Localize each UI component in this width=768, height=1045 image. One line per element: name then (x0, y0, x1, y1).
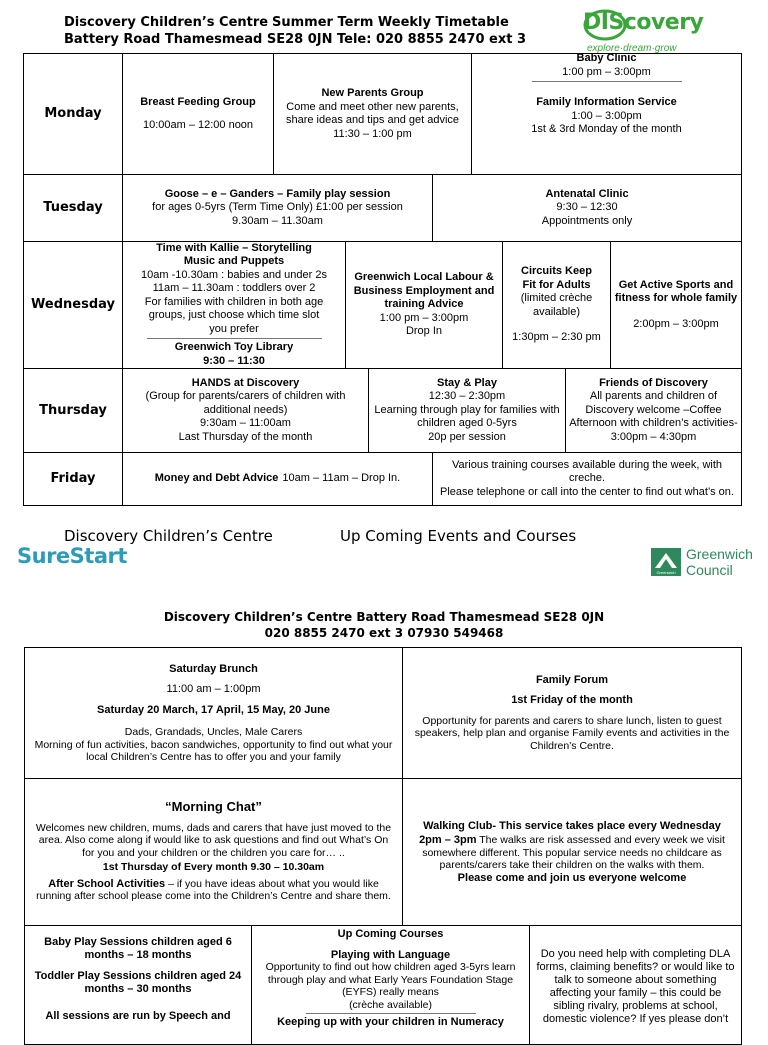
monday-c3-note: 1st & 3rd Monday of the month (531, 123, 682, 135)
events-title: Up Coming Events and Courses (340, 527, 577, 545)
wednesday-storytelling (122, 241, 346, 369)
wednesday-c4-time: 2:00pm – 3:00pm (633, 317, 719, 330)
tuesday-c2-note: Appointments only (541, 214, 633, 227)
tuesday-c1-desc: for ages 0-5yrs (Term Time Only) £1:00 per session (152, 201, 403, 214)
monday-breast-feeding (122, 53, 274, 175)
wednesday-c3-time: 1:30pm – 2:30 pm (512, 331, 601, 344)
courses-n1: (crèche available) (349, 998, 432, 1011)
tuesday-antenatal (432, 174, 742, 242)
wednesday-employment-advice (345, 241, 503, 369)
monday-c3-time2: 1:00 – 3:00pm (571, 109, 642, 122)
walking-desc: The walks are risk assessed and every week we visit somewhere different. This popular service needs no childcare as parents/carers take their children on the walks with them. (422, 834, 725, 872)
wednesday-c2-time: 1:00 pm – 3:00pm (379, 311, 469, 324)
thursday-c3-title: Friends of Discovery (599, 376, 708, 389)
thursday-c2-note: 20p per session (428, 430, 506, 443)
event-upcoming-courses (251, 925, 530, 1045)
monday-c3-title2: Family Information Service (536, 96, 677, 108)
monday-new-parents (273, 53, 472, 175)
tuesday-c2-title: Antenatal Clinic (545, 187, 629, 200)
thursday-c2-desc: Learning through play for families with children aged 0-5yrs (374, 403, 560, 430)
forum-when: 1st Friday of the month (511, 694, 633, 707)
wednesday-c1-title: Time with Kallie – Storytelling Music and Puppets (156, 241, 312, 268)
greenwich-line1: Greenwich (686, 546, 753, 562)
address-line1: Discovery Children’s Centre Battery Road Thamesmead SE28 0JN (163, 610, 605, 624)
forum-title: Family Forum (535, 673, 609, 686)
friday-c1-desc: 10am – 11am – Drop In. (282, 472, 401, 485)
monday-c3-title: Baby Clinic (576, 53, 637, 64)
thursday-stay-play (368, 368, 566, 453)
day-wednesday: Wednesday (23, 241, 123, 369)
wednesday-c1-time2: 9:30 – 11:30 (203, 354, 265, 367)
monday-c2-time: 11:30 – 1:00 pm (333, 127, 412, 140)
day-tuesday: Tuesday (23, 174, 123, 242)
thursday-c1-title: HANDS at Discovery (191, 376, 300, 389)
tuesday-c2-time: 9:30 – 12:30 (556, 201, 618, 214)
event-baby-play (24, 925, 252, 1045)
friday-training (432, 452, 742, 506)
walking-cta: Please come and join us everyone welcome (457, 871, 687, 884)
monday-c2-desc: Come and meet other new parents, share ideas and tips and get advice (285, 100, 460, 126)
brunch-dates: Saturday 20 March, 17 April, 15 May, 20 June (97, 703, 330, 716)
day-monday: Monday (23, 53, 123, 175)
day-thursday: Thursday (23, 368, 123, 453)
thursday-c3-desc: All parents and children of Discovery welcome –Coffee Afternoon with children’s activities- (569, 390, 738, 430)
monday-c2-title: New Parents Group (321, 87, 424, 99)
event-dla-help (529, 925, 742, 1045)
courses-title: Up Coming Courses (337, 928, 444, 940)
after-school-desc: – if you have ideas about what you would like running after school please come into the Children’s Centre and share them. (36, 877, 391, 903)
discovery-logo (583, 10, 713, 58)
brunch-who: Dads, Grandads, Uncles, Male Carers (124, 726, 303, 738)
forum-desc: Opportunity for parents and carers to share lunch, listen to guest speakers, help plan and organise Family events and activities in the Children’s Centre. (414, 714, 730, 752)
after-school-title: After School Activities (48, 877, 166, 890)
friday-c2-l1: Various training courses available during the week, with creche. (451, 458, 723, 485)
events-centre-name: Discovery Children’s Centre (64, 527, 273, 545)
event-saturday-brunch (24, 647, 403, 779)
wednesday-c1-l1: 10am -10.30am : babies and under 2s (141, 268, 327, 281)
greenwich-badge-text: Greenwich (656, 570, 676, 575)
greenwich-crest-icon (651, 548, 681, 576)
wednesday-c1-title2: Greenwich Toy Library (174, 341, 294, 354)
wednesday-c3-title: Circuits Keep Fit for Adults (521, 265, 592, 291)
walking-title: Walking Club- This service takes place every Wednesday (423, 819, 721, 832)
courses-d1: Opportunity to find out how children aged 3-5yrs learn through play and what Early Years Foundation Stage (EYFS) really means (265, 961, 516, 998)
thursday-c2-time: 12:30 – 2:30pm (428, 390, 506, 403)
greenwich-council-logo (686, 546, 753, 578)
greenwich-line2: Council (686, 562, 733, 578)
day-friday: Friday (23, 452, 123, 506)
friday-c2-l2: Please telephone or call into the center to find out what’s on. (440, 485, 734, 498)
baby-play-l3: All sessions are run by Speech and (45, 1010, 231, 1022)
friday-money-debt (122, 452, 433, 506)
logo-tagline: explore·dream·grow (587, 43, 677, 54)
wednesday-c2-title: Greenwich Local Labour & Business Employment and training Advice (353, 271, 495, 311)
address-line2: 020 8855 2470 ext 3 07930 549468 (264, 626, 504, 640)
baby-play-l1: Baby Play Sessions children aged 6 months – 18 months (44, 936, 232, 961)
walking-time: 2pm – 3pm (419, 834, 477, 847)
thursday-c1-desc: (Group for parents/carers of children with additional needs) (145, 390, 346, 416)
monday-c1-time: 10:00am – 12:00 noon (142, 119, 254, 131)
brunch-desc: Morning of fun activities, bacon sandwiches, opportunity to find out what your local Children’s Centre has to offer you and your family (34, 738, 393, 763)
wednesday-c1-l3: For families with children in both age groups, just choose which time slot you prefer (144, 295, 324, 335)
surestart-logo: SureStart (17, 544, 127, 568)
divider (147, 338, 322, 339)
thursday-c2-title: Stay & Play (437, 376, 497, 389)
header-centre-name: Discovery Children’s Centre (64, 15, 269, 30)
thursday-hands (122, 368, 369, 453)
logo-wordmark: DIScovery (583, 10, 704, 35)
event-morning-chat (24, 778, 403, 926)
thursday-c3-time: 3:00pm – 4:30pm (610, 430, 697, 443)
monday-c1-title: Breast Feeding Group (140, 95, 256, 108)
events-address (0, 609, 768, 641)
tuesday-goose-ganders (122, 174, 433, 242)
courses-t2: Keeping up with your children in Numeracy (277, 1016, 504, 1028)
wednesday-c2-note: Drop In (405, 325, 443, 338)
monday-baby-clinic (471, 53, 742, 175)
event-walking-club (402, 778, 742, 926)
brunch-title: Saturday Brunch (169, 662, 258, 675)
chat-desc: Welcomes new children, mums, dads and carers that have just moved to the area. Also come along if would like to ask questions and find out What’s On for you and your children or the children you care for… .. (35, 821, 392, 859)
chat-title: “Morning Chat” (165, 799, 262, 815)
wednesday-c1-l2: 11am – 11.30am : toddlers over 2 (152, 282, 316, 295)
baby-play-l2: Toddler Play Sessions children aged 24 months – 30 months (34, 970, 242, 995)
divider (306, 1013, 476, 1014)
event-family-forum (402, 647, 742, 779)
brunch-time: 11:00 am – 1:00pm (166, 683, 261, 695)
tuesday-c1-title: Goose – e – Ganders – Family play session (164, 187, 391, 200)
header-address: Battery Road Thamesmead SE28 0JN Tele: 020 8855 2470 ext 3 (64, 32, 527, 47)
chat-when: 1st Thursday of Every month 9.30 – 10.30am (102, 861, 325, 874)
thursday-c1-time: 9:30am – 11:00am (200, 417, 291, 430)
friday-c1-title: Money and Debt Advice (154, 472, 279, 485)
thursday-c1-note: Last Thursday of the month (178, 430, 313, 443)
wednesday-c3-note: (limited crèche available) (520, 292, 593, 318)
divider (532, 81, 682, 82)
monday-c3-time: 1:00 pm – 3:00pm (562, 65, 651, 78)
wednesday-c4-title: Get Active Sports and fitness for whole family (614, 278, 738, 305)
wednesday-circuits (502, 241, 611, 369)
header-timetable-title: Summer Term Weekly Timetable (272, 15, 509, 30)
thursday-friends (565, 368, 742, 453)
dla-desc: Do you need help with completing DLA forms, claiming benefits? or would like to talk to someone about something affecting your family – this could be sibling rivalry, problems at school, domestic violence? If yes please don’t (536, 948, 735, 1025)
wednesday-get-active (610, 241, 742, 369)
courses-t1: Playing with Language (330, 948, 451, 961)
tuesday-c1-time: 9.30am – 11.30am (232, 214, 323, 227)
